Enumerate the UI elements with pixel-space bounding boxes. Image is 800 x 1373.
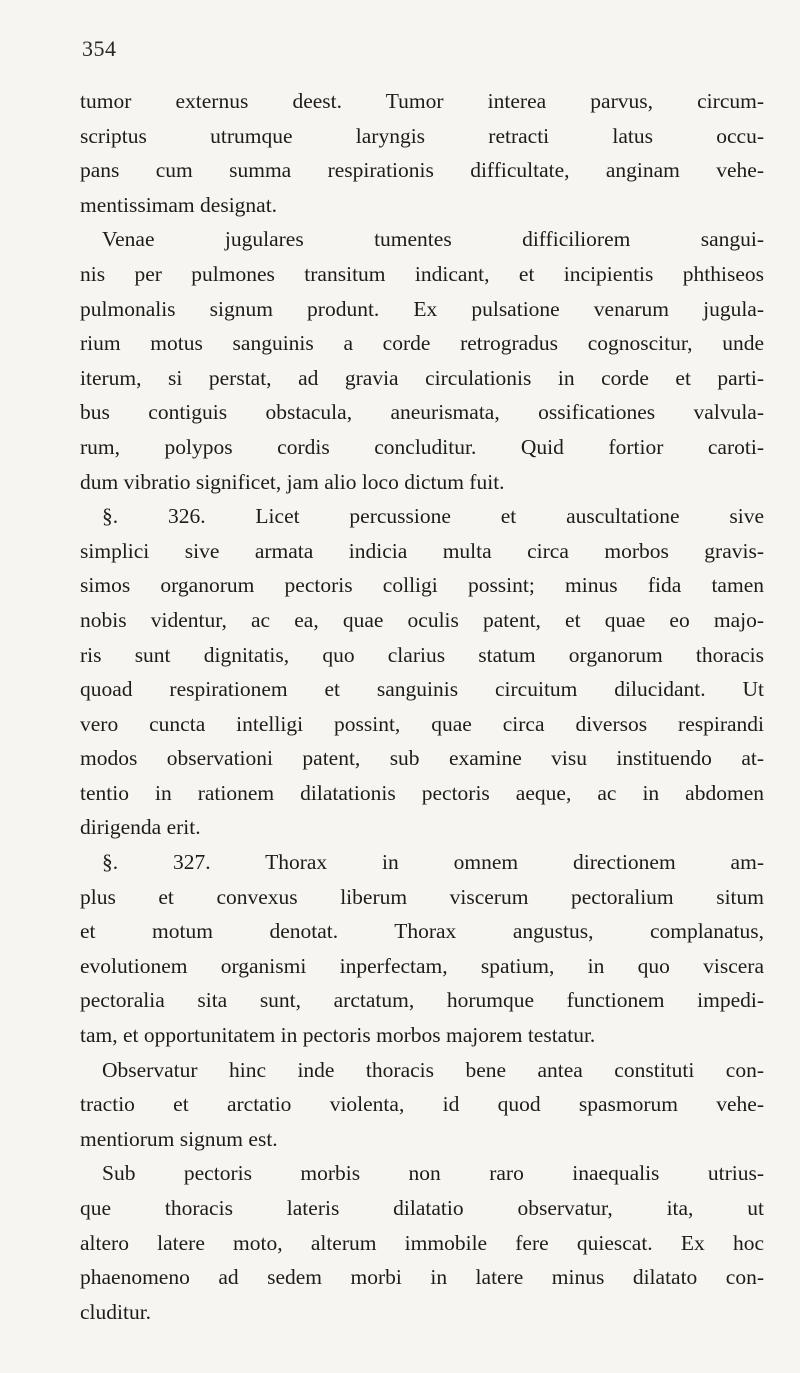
- text-line: altero latere moto, alterum immobile fere quiescat. Ex hoc: [80, 1230, 764, 1255]
- text-line: pans cum summa respirationis difficultate, anginam vehe-: [80, 158, 764, 183]
- text-line: quoad respirationem et sanguinis circuitum dilucidant. Ut: [80, 677, 764, 702]
- text-line: pulmonalis signum produnt. Ex pulsatione venarum jugula-: [80, 296, 764, 321]
- text-line: modos observationi patent, sub examine visu instituendo at-: [80, 746, 764, 771]
- text-line: Sub pectoris morbis non raro inaequalis utrius-: [102, 1161, 764, 1186]
- text-line: simplici sive armata indicia multa circa morbos gravis-: [80, 538, 764, 563]
- text-line: ris sunt dignitatis, quo clarius statum organorum thoracis: [80, 642, 764, 667]
- body-text: [80, 84, 764, 1329]
- text-line: nobis videntur, ac ea, quae oculis patent, et quae eo majo-: [80, 607, 764, 632]
- text-line: §. 327. Thorax in omnem directionem am-: [102, 850, 764, 875]
- text-line: et motum denotat. Thorax angustus, complanatus,: [80, 919, 764, 944]
- text-line: tam, et opportunitatem in pectoris morbos majorem testatur.: [80, 1023, 596, 1048]
- text-line: vero cuncta intelligi possint, quae circa diversos respirandi: [80, 711, 764, 736]
- text-line: tentio in rationem dilatationis pectoris aeque, ac in abdomen: [80, 780, 764, 805]
- text-line: pectoralia sita sunt, arctatum, horumque functionem impedi-: [80, 988, 764, 1013]
- text-line: scriptus utrumque laryngis retracti latus occu-: [80, 123, 764, 148]
- text-line: iterum, si perstat, ad gravia circulationis in corde et parti-: [80, 365, 764, 390]
- text-line: mentissimam designat.: [80, 192, 278, 217]
- text-line: nis per pulmones transitum indicant, et incipientis phthiseos: [80, 261, 764, 286]
- text-line: rium motus sanguinis a corde retrogradus cognoscitur, unde: [80, 331, 764, 356]
- text-line: Venae jugulares tumentes difficiliorem sangui-: [102, 227, 764, 252]
- text-line: evolutionem organismi inperfectam, spatium, in quo viscera: [80, 953, 764, 978]
- text-line: phaenomeno ad sedem morbi in latere minus dilatato con-: [80, 1265, 764, 1290]
- text-line: bus contiguis obstacula, aneurismata, ossificationes valvula-: [80, 400, 764, 425]
- text-line: cluditur.: [80, 1299, 152, 1324]
- text-line: dum vibratio significet, jam alio loco dictum fuit.: [80, 469, 505, 494]
- text-line: Observatur hinc inde thoracis bene antea constituti con-: [102, 1057, 764, 1082]
- text-line: tractio et arctatio violenta, id quod spasmorum vehe-: [80, 1092, 764, 1117]
- text-line: mentiorum signum est.: [80, 1126, 278, 1151]
- text-line: simos organorum pectoris colligi possint; minus fida tamen: [80, 573, 764, 598]
- text-line: que thoracis lateris dilatatio observatur, ita, ut: [80, 1196, 764, 1220]
- text-line: tumor externus deest. Tumor interea parvus, circum-: [80, 89, 764, 113]
- text-line: §. 326. Licet percussione et auscultatione sive: [102, 504, 764, 529]
- page-number: 354: [82, 36, 117, 61]
- text-line: plus et convexus liberum viscerum pectoralium situm: [80, 884, 764, 909]
- text-line: rum, polypos cordis concluditur. Quid fortior caroti-: [80, 434, 764, 459]
- text-line: dirigenda erit.: [80, 815, 201, 840]
